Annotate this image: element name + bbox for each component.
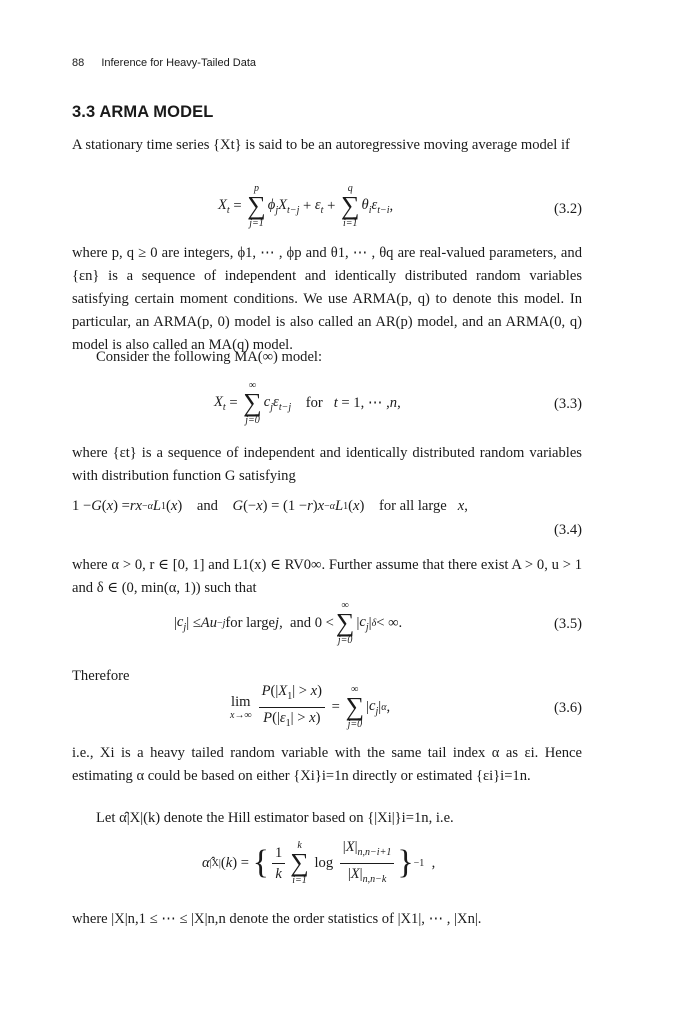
paragraph-intro: A stationary time series {Xt} is said to be an autoregressive moving average model if	[72, 137, 570, 153]
equation-number: (3.4)	[554, 522, 582, 538]
section-number: 3.3	[72, 103, 96, 121]
running-title: Inference for Heavy-Tailed Data	[101, 57, 256, 69]
equation-3-3	[72, 380, 582, 440]
paragraph-therefore: Therefore	[72, 668, 130, 684]
equation-3-2	[72, 183, 582, 243]
equation-3-4	[72, 498, 582, 558]
equation-number: (3.5)	[554, 616, 582, 632]
section-heading	[72, 103, 213, 122]
running-header	[72, 57, 256, 69]
equation-body: α̂ |X| ( k ) = { $\frac{1}{k}$ k ∑ i=1 log $\frac{|X|_{n,n-i+1}}{|X|_{n,n-k}}$ } −1 ,	[202, 839, 436, 887]
equation-number: (3.6)	[554, 700, 582, 716]
paragraph-eps-def: where {εt} is a sequence of independent and identically distributed random variables with distribution function G satisfying	[72, 445, 582, 484]
page-number: 88	[72, 57, 85, 69]
equation-number: (3.3)	[554, 396, 582, 412]
equation-body: $X_t$ = p ∑ j=1 $\phi_jX_{t-j}$ + $\varepsilon_t$ + q ∑ i=1 $\theta_i\varepsilon_{t-i}$ ,	[218, 183, 394, 229]
paragraph-assumptions: where α > 0, r ∈ [0, 1] and L1(x) ∈ RV0∞. Further assume that there exist A > 0, u > 1 and δ ∈ (0, min(α, 1)) such that	[72, 557, 582, 596]
paragraph-arma-def: where p, q ≥ 0 are integers, ϕ1, ⋯ , ϕp and θ1, ⋯ , θq are real-valued parameters, and {εn} is a sequence of independent and identically distributed random variables satisfying certain moment conditions. We use ARMA(p, q) to denote this model. In particular, an ARMA(p, 0) model is also called an AR(p) model, and an ARMA(0, q) model is also called an MA(q) model.	[72, 245, 582, 353]
paragraph-hill-intro: Let α̂|X|(k) denote the Hill estimator based on {|Xi|}i=1n, i.e.	[96, 810, 454, 826]
equation-body: lim x→∞ $\frac{P(|X_1| > x)}{P(|\varepsilon_1| > x)}$ = ∞ ∑ j=0 | $c_j$ | α ,	[230, 683, 391, 731]
equation-body: $X_t$ = ∞ ∑ j=0 $c_j\varepsilon_{t-j}$ for t = 1, ⋯ , n ,	[214, 380, 401, 426]
equation-body: | $c_j$ | ≤ Au −j for large j , and 0 < ∞ ∑ j=0 | $c_j$ | δ < ∞.	[174, 600, 403, 646]
paragraph-order-stats: where |X|n,1 ≤ ⋯ ≤ |X|n,n denote the order statistics of |X1|, ⋯ , |Xn|.	[72, 911, 482, 927]
equation-number: (3.2)	[554, 201, 582, 217]
section-title: ARMA MODEL	[99, 103, 214, 121]
paragraph-ma-intro: Consider the following MA(∞) model:	[96, 349, 323, 365]
equation-3-5	[72, 600, 582, 660]
paragraph-heavy-tail: i.e., Xi is a heavy tailed random variable with the same tail index α as εi. Hence estimating α could be based on either {Xi}i=1n directly or estimated {εi}i=1n.	[72, 745, 582, 784]
equation-3-6	[72, 682, 582, 742]
equation-hill	[72, 838, 582, 898]
equation-body: 1 − G ( x ) = rx −α L 1 ( x ) and G (− x ) = (1 − r ) x −α L 1 ( x ) for all large x ,	[72, 498, 468, 514]
